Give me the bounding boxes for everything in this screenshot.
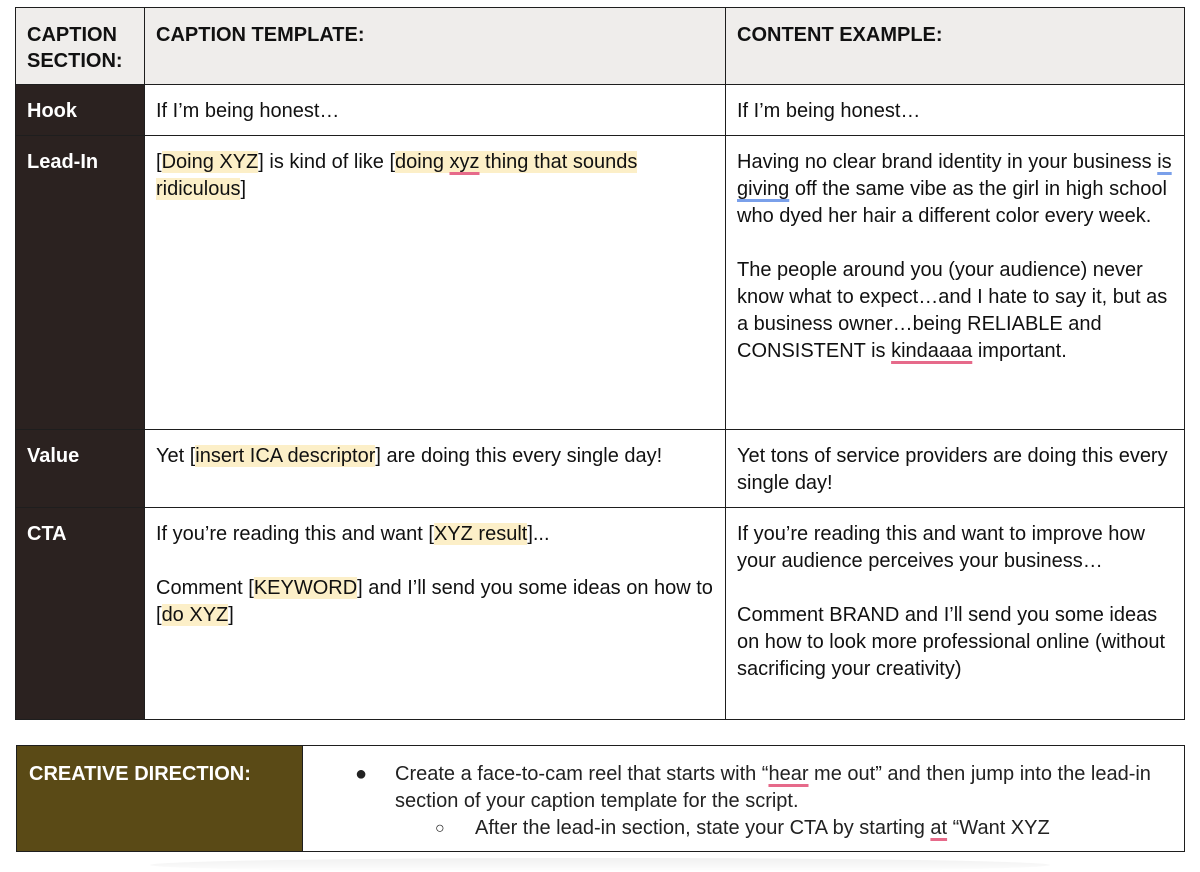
placeholder-highlight: do XYZ — [161, 604, 229, 626]
template-paragraph: [Doing XYZ] is kind of like [doing xyz thing that sounds ridiculous] — [156, 151, 638, 200]
spellcheck-underline[interactable]: kindaaaa — [891, 340, 973, 362]
placeholder-highlight: insert ICA descriptor — [195, 445, 376, 467]
example-paragraph: Having no clear brand identity in your business is giving off the same vibe as the girl in high school who dyed her hair a different color every week. — [737, 151, 1172, 227]
template-cell-hook[interactable]: If I’m being honest… — [145, 85, 726, 136]
example-cell-lead-in[interactable] — [726, 136, 1185, 430]
sub-bullet-item: ○ After the lead-in section, state your CTA by starting at “Want XYZ — [355, 815, 1174, 842]
example-cell-hook[interactable]: If I’m being honest… — [726, 85, 1185, 136]
section-label-lead-in: Lead-In — [16, 136, 145, 430]
header-caption-section: CAPTION SECTION: — [16, 8, 145, 85]
spellcheck-underline[interactable]: hear — [768, 763, 809, 785]
spellcheck-underline[interactable]: xyz — [449, 151, 480, 173]
placeholder-highlight: KEYWORD — [253, 577, 358, 599]
example-cell-cta[interactable] — [726, 508, 1185, 720]
section-label-cta: CTA — [16, 508, 145, 720]
section-label-value: Value — [16, 430, 145, 508]
template-paragraph: If you’re reading this and want [XYZ result]... — [156, 523, 550, 545]
header-caption-template: CAPTION TEMPLATE: — [145, 8, 726, 85]
table-row-cta — [16, 508, 1185, 720]
bullet-icon: ● — [355, 763, 368, 785]
example-paragraph: The people around you (your audience) never know what to expect…and I hate to say it, but as a business owner…being RELIABLE and CONSISTENT is kindaaaa important. — [737, 259, 1168, 362]
spellcheck-underline[interactable]: at — [930, 817, 948, 839]
placeholder-highlight: doing xyz thing that sounds ridiculous — [156, 151, 638, 200]
creative-direction-box — [16, 745, 1185, 852]
table-row-value — [16, 430, 1185, 508]
placeholder-highlight: Doing XYZ — [161, 151, 259, 173]
page-shadow — [150, 858, 1050, 872]
template-cell-cta[interactable] — [145, 508, 726, 720]
hollow-circle-icon: ○ — [435, 820, 445, 837]
example-paragraph: Comment BRAND and I’ll send you some ideas on how to look more professional online (without sacrificing your creativity) — [737, 604, 1166, 680]
template-cell-value[interactable]: Yet [insert ICA descriptor] are doing this every single day! — [145, 430, 726, 508]
table-row-hook — [16, 85, 1185, 136]
placeholder-highlight: XYZ result — [433, 523, 528, 545]
example-cell-value[interactable]: Yet tons of service providers are doing this every single day! — [726, 430, 1185, 508]
header-content-example: CONTENT EXAMPLE: — [726, 8, 1185, 85]
creative-direction-content[interactable] — [303, 746, 1184, 851]
section-label-hook: Hook — [16, 85, 145, 136]
bullet-item: ● Create a face-to-cam reel that starts with “hear me out” and then jump into the lead-in section of your caption template for the script. — [355, 763, 1151, 812]
table-row-lead-in — [16, 136, 1185, 430]
grammar-underline[interactable]: is giving — [737, 151, 1172, 200]
template-cell-lead-in[interactable] — [145, 136, 726, 430]
creative-direction-label: CREATIVE DIRECTION: — [17, 746, 303, 851]
template-paragraph: Comment [KEYWORD] and I’ll send you some ideas on how to [do XYZ] — [156, 577, 713, 626]
header-row — [16, 8, 1185, 85]
caption-table — [15, 7, 1185, 720]
example-paragraph: If you’re reading this and want to improve how your audience perceives your business… — [737, 523, 1145, 572]
